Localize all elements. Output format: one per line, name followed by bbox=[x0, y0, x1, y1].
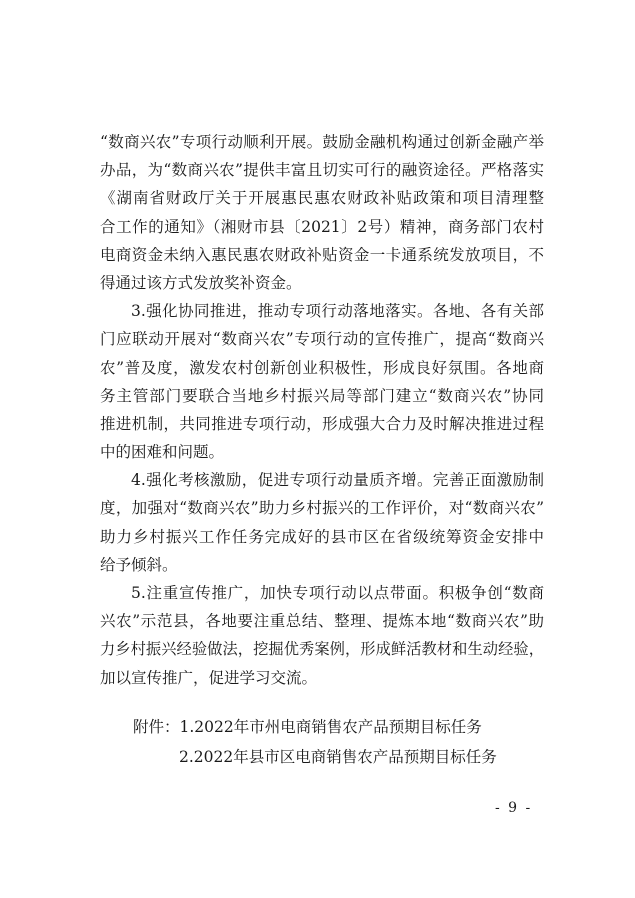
text-line: 办品，为“数商兴农”提供丰富且切实可行的融资途径。严格落实 bbox=[100, 161, 544, 180]
text-line: 4.强化考核激励，促进专项行动量质齐增。完善正面激励制 bbox=[131, 471, 544, 490]
attachment-item-1: 附件：1.2022年市州电商销售农产品预期目标任务 bbox=[133, 718, 482, 736]
text-line: 推进机制，共同推进专项行动，形成强大合力及时解决推进过程 bbox=[100, 414, 544, 433]
text-line: 5.注重宣传推广，加快专项行动以点带面。积极争创“数商 bbox=[131, 584, 544, 602]
text-line: 门应联动开展对“数商兴农”专项行动的宣传推广，提高“数商兴 bbox=[100, 330, 544, 349]
attachment-item-2: 2.2022年县市区电商销售农产品预期目标任务 bbox=[179, 748, 497, 766]
text-line: 务主管部门要联合当地乡村振兴局等部门建立“数商兴农”协同 bbox=[100, 386, 544, 405]
text-line: 度，加强对“数商兴农”助力乡村振兴的工作评价，对“数商兴农” bbox=[100, 499, 544, 518]
body-text bbox=[100, 128, 544, 692]
text-line: 电商资金未纳入惠民惠农财政补贴资金一卡通系统发放项目，不 bbox=[100, 245, 544, 264]
text-line: 兴农”示范县，各地要注重总结、整理、提炼本地“数商兴农”助 bbox=[100, 612, 544, 631]
text-line: 助力乡村振兴工作任务完成好的县市区在省级统筹资金安排中 bbox=[100, 527, 544, 546]
text-line: 给予倾斜。 bbox=[100, 555, 178, 574]
text-line: 合工作的通知》（湘财市县〔2021〕2号）精神，商务部门农村 bbox=[100, 217, 544, 236]
paragraph-financing bbox=[100, 128, 544, 297]
text-line: 力乡村振兴经验做法，挖掘优秀案例，形成鲜活教材和生动经验， bbox=[100, 640, 544, 659]
text-line: 加以宣传推广，促进学习交流。 bbox=[100, 668, 318, 687]
text-line: 《湖南省财政厅关于开展惠民惠农财政补贴政策和项目清理整 bbox=[100, 189, 544, 208]
paragraph-item-5 bbox=[100, 579, 544, 692]
text-line: 农”普及度，激发农村创新创业积极性，形成良好氛围。各地商 bbox=[100, 358, 544, 377]
attachments-list bbox=[133, 712, 533, 772]
paragraph-item-4 bbox=[100, 466, 544, 579]
text-line: 得通过该方式发放奖补资金。 bbox=[100, 273, 302, 292]
text-line: 中的困难和问题。 bbox=[100, 443, 225, 462]
paragraph-item-3 bbox=[100, 297, 544, 466]
page-number: - 9 - bbox=[495, 800, 533, 816]
text-line: 3.强化协同推进，推动专项行动落地落实。各地、各有关部 bbox=[131, 302, 544, 321]
text-line: “数商兴农”专项行动顺利开展。鼓励金融机构通过创新金融产举 bbox=[100, 133, 544, 151]
